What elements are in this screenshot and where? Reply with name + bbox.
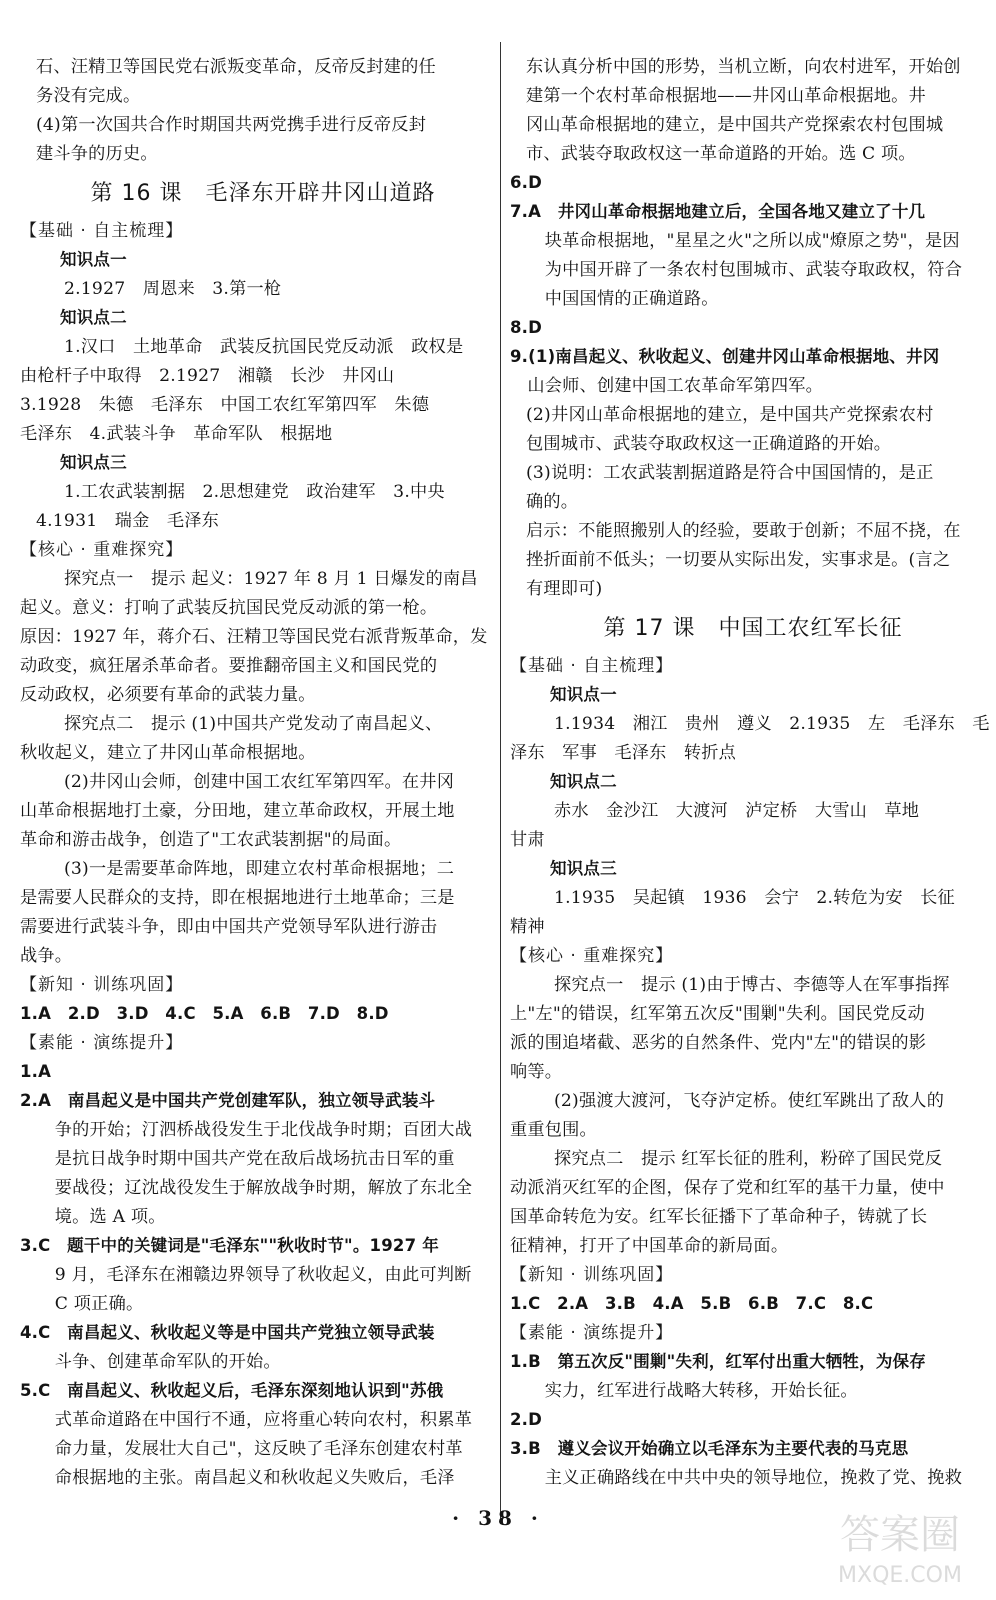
text-line: 7.A 井冈山革命根据地建立后，全国各地又建立了十几: [510, 202, 926, 221]
text-line: 中国国情的正确道路。: [510, 289, 719, 309]
text-line: 原因：1927 年，蒋介石、汪精卫等国民党右派背叛革命，发: [20, 627, 488, 647]
text-line: 东认真分析中国的形势，当机立断，向农村进军，开始创: [526, 57, 961, 77]
text-line: 革命和游击战争，创造了"工农武装割据"的局面。: [20, 830, 402, 850]
section-heading: 【核心 · 重难探究】: [20, 540, 184, 560]
knowledge-point-label: 知识点二: [550, 772, 617, 791]
knowledge-point-label: 知识点二: [60, 308, 127, 327]
knowledge-point-label: 知识点一: [550, 685, 617, 704]
knowledge-point-label: 知识点三: [60, 453, 127, 472]
text-line: 3.1928 朱德 毛泽东 中国工农红军第四军 朱德: [20, 395, 430, 415]
text-line: 务没有完成。: [36, 86, 141, 106]
text-line: 需要进行武装斗争，即由中国共产党领导军队进行游击: [20, 917, 438, 937]
watermark-sub: MXQE.COM: [838, 1563, 962, 1588]
text-line: 2.1927 周恩来 3.第一枪: [64, 279, 282, 299]
text-line: 动政变，疯狂屠杀革命者。要推翻帝国主义和国民党的: [20, 656, 438, 676]
text-line: 命力量，发展壮大自己"，这反映了毛泽东创建农村革: [20, 1439, 463, 1459]
text-line: 挫折面前不低头；一切要从实际出发，实事求是。(言之: [526, 550, 951, 570]
text-line: 1.1935 吴起镇 1936 会宁 2.转危为安 长征: [554, 888, 955, 908]
text-line: 由枪杆子中取得 2.1927 湘赣 长沙 井冈山: [20, 366, 395, 386]
section-heading: 【新知 · 训练巩固】: [510, 1265, 674, 1285]
page-number: · 38 ·: [452, 1506, 544, 1530]
section-heading: 【素能 · 演练提升】: [510, 1323, 674, 1343]
text-line: 式革命道路在中国行不通，应将重心转向农村，积累革: [20, 1410, 473, 1430]
text-line: 块革命根据地，"星星之火"之所以成"燎原之势"，是因: [510, 231, 960, 251]
text-line: 石、汪精卫等国民党右派叛变革命，反帝反封建的任: [36, 57, 436, 77]
text-line: 6.D: [510, 173, 543, 192]
lesson-title: 第 16 课 毛泽东开辟井冈山道路: [90, 181, 436, 206]
text-line: 斗争、创建革命军队的开始。: [20, 1352, 281, 1372]
text-line: (3)说明：工农武装割据道路是符合中国国情的，是正: [526, 463, 934, 483]
section-heading: 【基础 · 自主梳理】: [510, 656, 674, 676]
text-line: 上"左"的错误，红军第五次反"围剿"失利。国民党反动: [510, 1004, 925, 1024]
text-line: 探究点二 提示 (1)中国共产党发动了南昌起义、: [64, 714, 443, 734]
text-line: (2)强渡大渡河，飞夺泸定桥。使红军跳出了敌人的: [554, 1091, 945, 1111]
text-line: 2.A 南昌起义是中国共产党创建军队，独立领导武装斗: [20, 1091, 436, 1110]
text-line: 战争。: [20, 946, 73, 966]
section-heading: 【核心 · 重难探究】: [510, 946, 674, 966]
text-line: 1.1934 湘江 贵州 遵义 2.1935 左 毛泽东 毛: [554, 714, 990, 734]
text-line: 甘肃: [510, 830, 545, 850]
text-line: 1.B 第五次反"围剿"失利，红军付出重大牺牲，为保存: [510, 1352, 926, 1371]
text-line: 市、武装夺取政权这一革命道路的开始。选 C 项。: [526, 144, 916, 164]
text-line: 反动政权，必须要有革命的武装力量。: [20, 685, 316, 705]
text-line: 国革命转危为安。红军长征播下了革命种子，铸就了长: [510, 1207, 928, 1227]
lesson-title: 第 17 课 中国工农红军长征: [603, 616, 903, 641]
text-line: 派的围追堵截、恶劣的自然条件、党内"左"的错误的影: [510, 1033, 927, 1053]
text-line: 泽东 军事 毛泽东 转折点: [510, 743, 737, 763]
text-line: 动派消灭红军的企图，保存了党和红军的基干力量，使中: [510, 1178, 945, 1198]
text-line: 包围城市、武装夺取政权这一正确道路的开始。: [526, 434, 892, 454]
text-line: 9.(1)南昌起义、秋收起义、创建井冈山革命根据地、井冈: [510, 347, 940, 366]
text-line: 赤水 金沙江 大渡河 泸定桥 大雪山 草地: [554, 801, 920, 821]
text-line: 9 月，毛泽东在湘赣边界领导了秋收起义，由此可判断: [20, 1265, 472, 1285]
text-line: 是抗日战争时期中国共产党在敌后战场抗击日军的重: [20, 1149, 455, 1169]
text-line: 山会师、创建中国工农革命军第四军。: [510, 376, 823, 396]
text-line: 秋收起义，建立了井冈山革命根据地。: [20, 743, 316, 763]
text-line: 争的开始；汀泗桥战役发生于北伐战争时期；百团大战: [20, 1120, 473, 1140]
text-line: 探究点二 提示 红军长征的胜利，粉碎了国民党反: [554, 1149, 943, 1169]
text-line: 4.C 南昌起义、秋收起义等是中国共产党独立领导武装: [20, 1323, 435, 1342]
text-line: 冈山革命根据地的建立，是中国共产党探索农村包围城: [526, 115, 944, 135]
knowledge-point-label: 知识点三: [550, 859, 617, 878]
text-line: (2)井冈山革命根据地的建立，是中国共产党探索农村: [526, 405, 934, 425]
section-heading: 【基础 · 自主梳理】: [20, 221, 184, 241]
text-line: (3)一是需要革命阵地，即建立农村革命根据地；二: [64, 859, 455, 879]
knowledge-point-label: 知识点一: [60, 250, 127, 269]
text-line: 1.A 2.D 3.D 4.C 5.A 6.B 7.D 8.D: [20, 1004, 389, 1023]
text-line: 建第一个农村革命根据地——井冈山革命根据地。井: [526, 86, 926, 106]
text-line: 确的。: [526, 492, 579, 512]
text-line: 命根据地的主张。南昌起义和秋收起义失败后，毛泽: [20, 1468, 455, 1488]
text-line: 1.A: [20, 1062, 52, 1081]
text-line: 精神: [510, 917, 545, 937]
text-line: 1.C 2.A 3.B 4.A 5.B 6.B 7.C 8.C: [510, 1294, 874, 1313]
text-line: 探究点一 提示 起义：1927 年 8 月 1 日爆发的南昌: [64, 569, 478, 589]
text-line: C 项正确。: [20, 1294, 144, 1314]
text-line: 征精神，打开了中国革命的新局面。: [510, 1236, 789, 1256]
text-line: 有理即可): [526, 579, 603, 599]
watermark-text: 答案圈: [840, 1512, 960, 1558]
text-line: 响等。: [510, 1062, 563, 1082]
section-heading: 【素能 · 演练提升】: [20, 1033, 184, 1053]
text-line: 建斗争的历史。: [36, 144, 158, 164]
text-line: 主义正确路线在中共中央的领导地位，挽救了党、挽救: [510, 1468, 963, 1488]
text-line: 要战役；辽沈战役发生于解放战争时期，解放了东北全: [20, 1178, 473, 1198]
text-line: 探究点一 提示 (1)由于博古、李德等人在军事指挥: [554, 975, 950, 995]
text-line: 毛泽东 4.武装斗争 革命军队 根据地: [20, 424, 333, 444]
text-line: 起义。意义：打响了武装反抗国民党反动派的第一枪。: [20, 598, 438, 618]
text-line: 实力，红军进行战略大转移，开始长征。: [510, 1381, 858, 1401]
text-line: 山革命根据地打土豪，分田地，建立革命政权，开展土地: [20, 801, 455, 821]
text-line: 3.C 题干中的关键词是"毛泽东""秋收时节"。1927 年: [20, 1236, 439, 1255]
text-line: 境。选 A 项。: [20, 1207, 166, 1227]
text-line: 为中国开辟了一条农村包围城市、武装夺取政权，符合: [510, 260, 963, 280]
text-line: (4)第一次国共合作时期国共两党携手进行反帝反封: [36, 115, 427, 135]
text-line: 2.D: [510, 1410, 543, 1429]
text-line: 3.B 遵义会议开始确立以毛泽东为主要代表的马克思: [510, 1439, 909, 1458]
column-divider: [500, 42, 501, 1524]
text-line: (2)井冈山会师，创建中国工农红军第四军。在井冈: [64, 772, 455, 792]
text-line: 重重包围。: [510, 1120, 597, 1140]
text-line: 是需要人民群众的支持，即在根据地进行土地革命；三是: [20, 888, 455, 908]
text-line: 4.1931 瑞金 毛泽东: [36, 511, 220, 531]
section-heading: 【新知 · 训练巩固】: [20, 975, 184, 995]
text-line: 5.C 南昌起义、秋收起义后，毛泽东深刻地认识到"苏俄: [20, 1381, 444, 1400]
text-line: 1.汉口 土地革命 武装反抗国民党反动派 政权是: [64, 337, 464, 357]
text-line: 8.D: [510, 318, 543, 337]
text-line: 1.工农武装割据 2.思想建党 政治建军 3.中央: [64, 482, 445, 502]
text-line: 启示：不能照搬别人的经验，要敢于创新；不屈不挠，在: [526, 521, 961, 541]
watermark-logo: [820, 1498, 980, 1590]
